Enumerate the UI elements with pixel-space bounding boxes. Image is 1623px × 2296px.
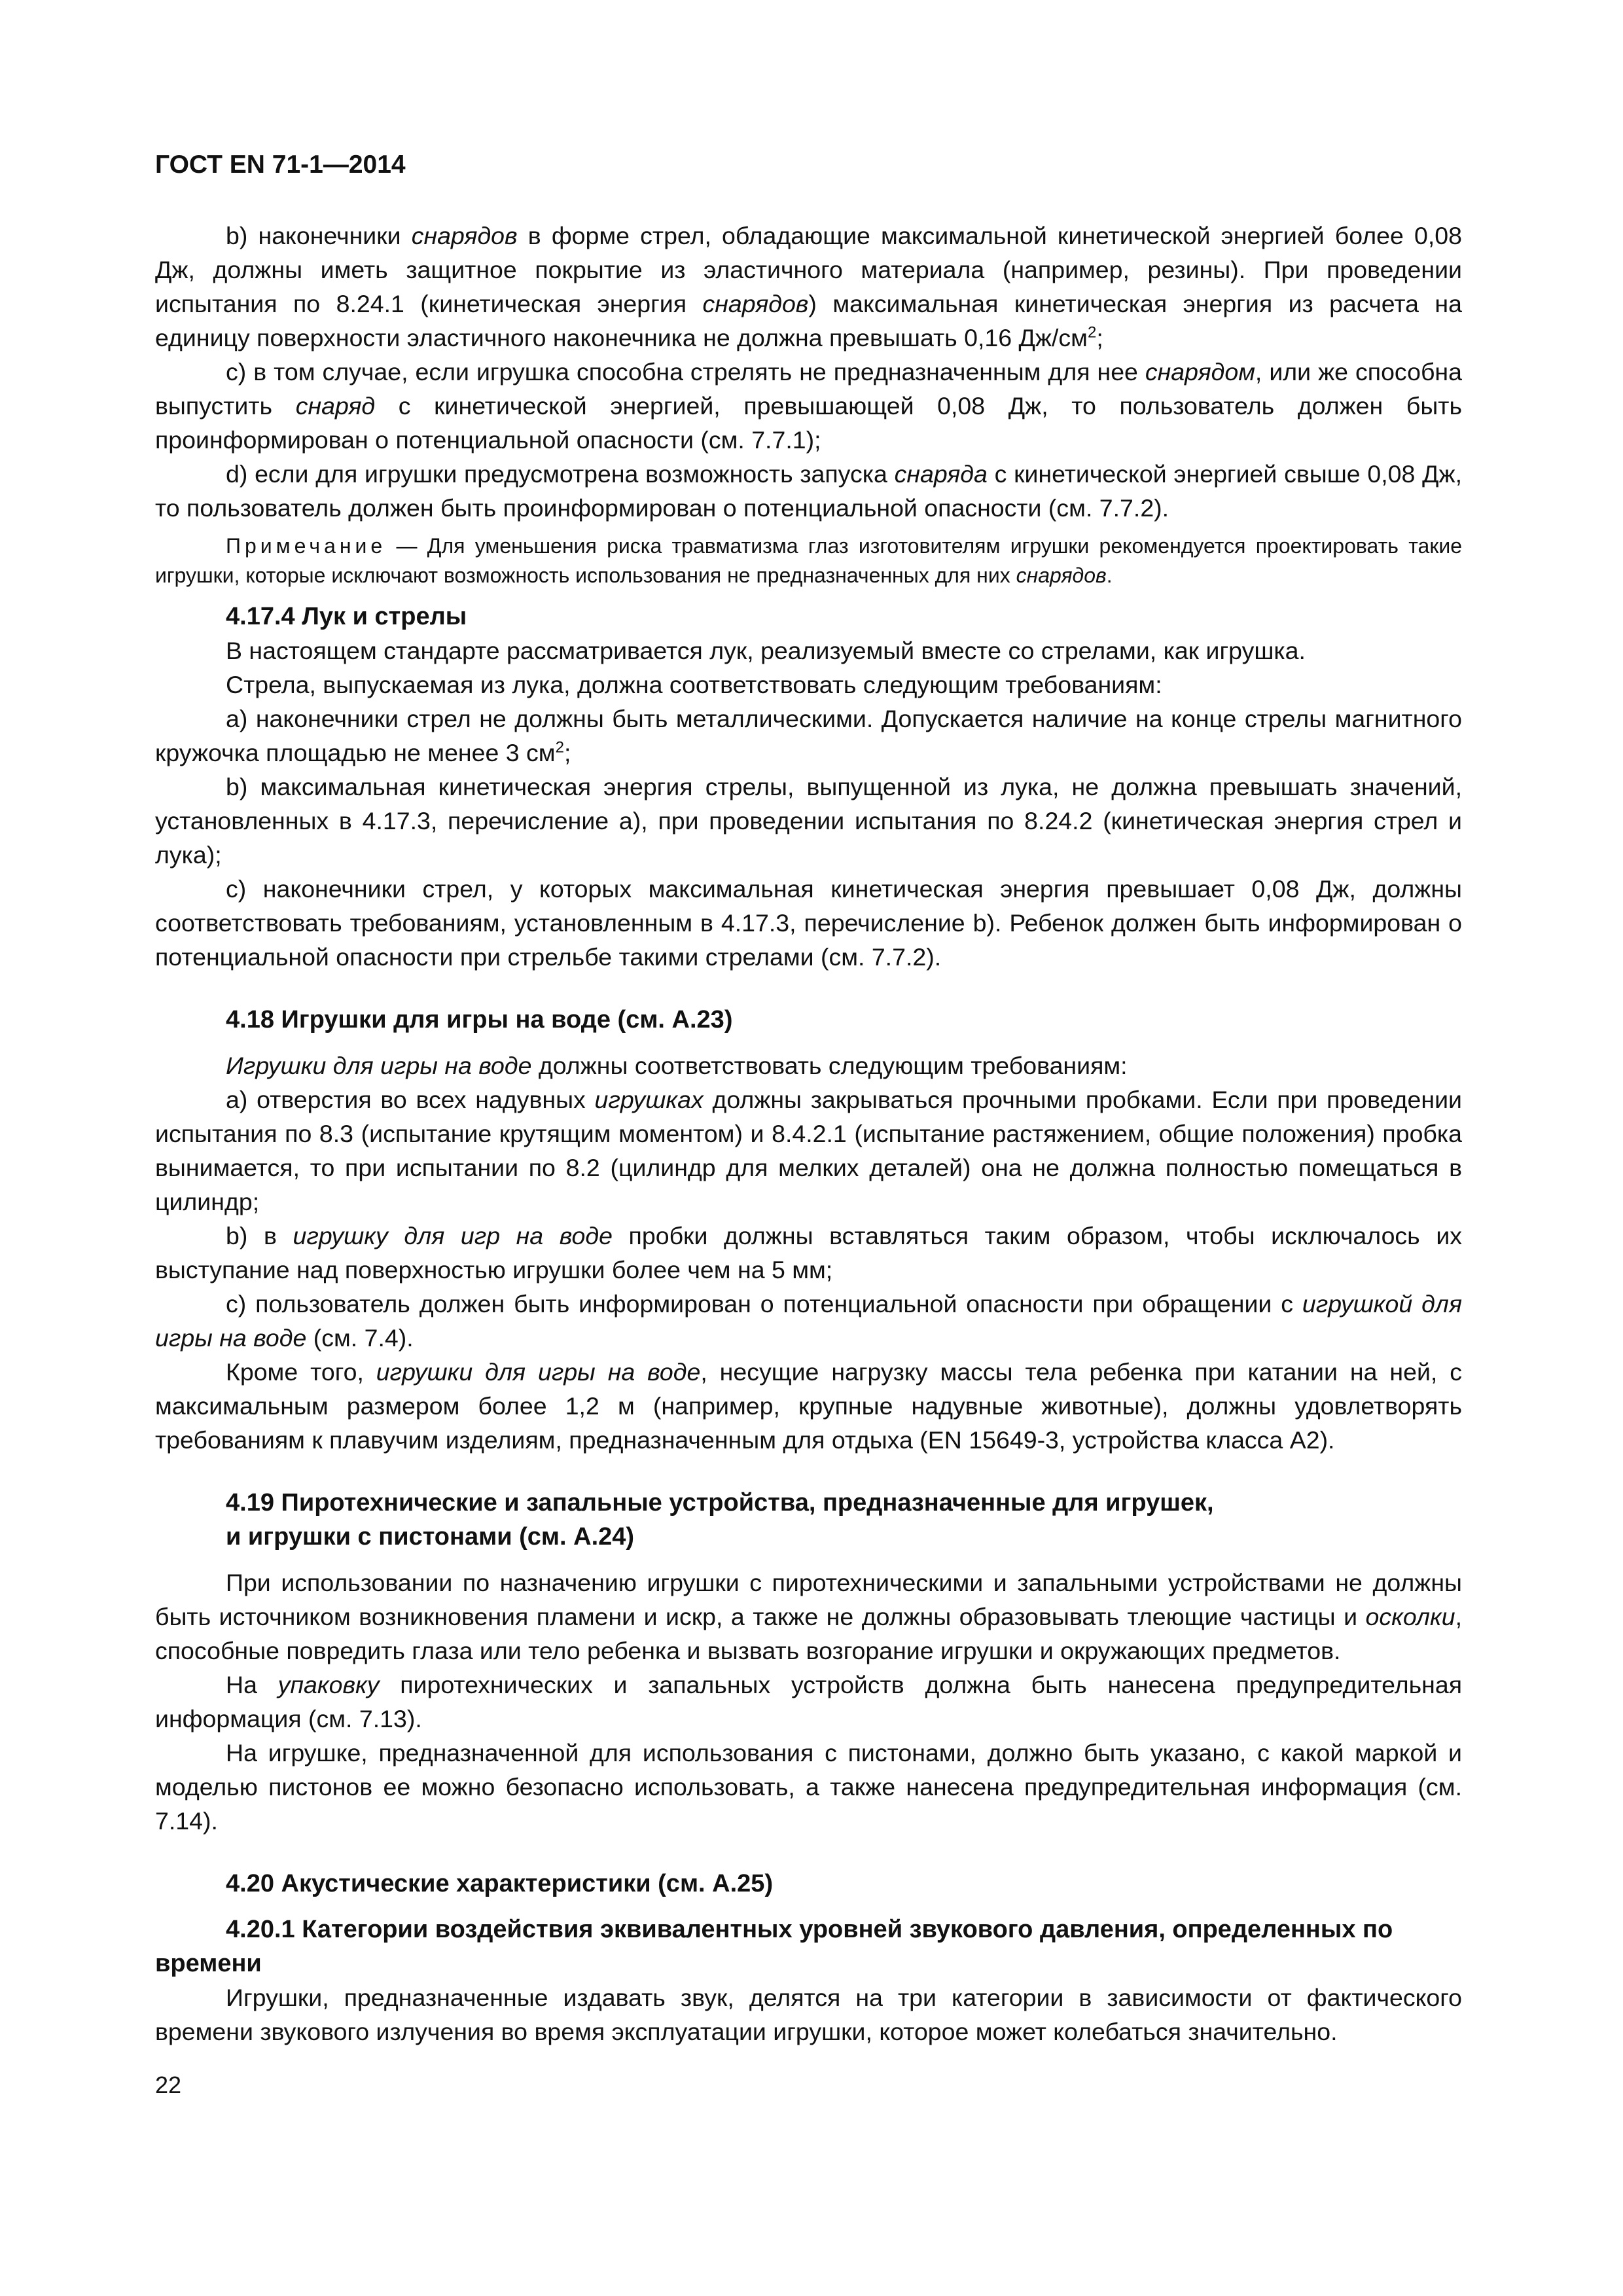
paragraph: На упаковку пиротехнических и запальных устройств должна быть нанесена предупредительная информация (см. 7.13).: [155, 1671, 1463, 1732]
paragraph: При использовании по назначению игрушки с пиротехническими и запальными устройствами не должны быть источником возникновения пламени и искр, а также не должны образовывать тлеющие частицы и осколки, способные повредить глаза или тело ребенка и вызвать возгорание игрушки и окружающих предметов.: [155, 1569, 1462, 1664]
paragraph: На игрушке, предназначенной для использования с пистонами, должно быть указано, с какой маркой и моделью пистонов ее можно безопасно использовать, а также нанесена предупредительная информация (см. 7.14).: [155, 1739, 1462, 1835]
paragraph: Игрушки, предназначенные издавать звук, делятся на три категории в зависимости от фактического времени звукового излучения во время эксплуатации игрушки, которое может колебаться значительно.: [155, 1984, 1462, 2045]
note-paragraph: Примечание — Для уменьшения риска травматизма глаз изготовителям игрушки рекомендуется проектировать такие игрушки, которые исключают возможность использования не предназначенных для них снарядов.: [155, 534, 1462, 587]
section-heading-4-17-4: 4.17.4 Лук и стрелы: [226, 603, 467, 630]
paragraph-item-b-projectile-tips: b) наконечники снарядов в форме стрел, обладающие максимальной кинетической энергией более 0,08 Дж, должны иметь защитное покрытие из эластичного материала (например, резины). При проведении испытания по 8.24.1 (кинетическая энергия снарядов) максимальная кинетическая энергия из расчета на единицу поверхности эластичного наконечника не должна превышать 0,16 $Дж/см^2$;: [155, 222, 1463, 351]
paragraph-item-c-unintended-projectile: c) в том случае, если игрушка способна стрелять не предназначенным для нее снарядом, или же способна выпустить снаряд с кинетической энергией, превышающей 0,08 Дж, то пользователь должен быть проинформирован о потенциальной опасности (см. 7.7.1);: [155, 358, 1463, 454]
paragraph-list-item-b: b) максимальная кинетическая энергия стрелы, выпущенной из лука, не должна превышать значений, установленных в 4.17.3, перечисление a), при проведении испытания по 8.24.2 (кинетическая энергия стрел и лука);: [155, 773, 1462, 869]
section-heading-4-18: 4.18 Игрушки для игры на воде (см. А.23): [226, 1006, 733, 1033]
paragraph-list-item-c: c) наконечники стрел, у которых максимальная кинетическая энергия превышает 0,08 Дж, должны соответствовать требованиям, установленным в 4.17.3, перечисление b). Ребенок должен быть информирован о потенциальной опасности при стрельбе такими стрелами (см. 7.7.2).: [155, 875, 1462, 971]
paragraph: Игрушки для игры на воде должны соответствовать следующим требованиям:: [226, 1052, 1128, 1079]
section-heading-4-19: 4.19 Пиротехнические и запальные устройства, предназначенные для игрушек, и игрушки с пистонами (см. А.24): [226, 1489, 1214, 1551]
section-heading-4-20: 4.20 Акустические характеристики (см. А.25): [226, 1870, 774, 1897]
note-label: Примечание: [226, 534, 387, 558]
page-number: 22: [155, 2072, 182, 2098]
section-heading-4-20-1: 4.20.1 Категории воздействия эквивалентных уровней звукового давления, определенных по времени: [155, 1916, 1393, 1977]
paragraph-list-item-a: a) отверстия во всех надувных игрушках должны закрываться прочными пробками. Если при проведении испытания по 8.3 (испытание крутящим моментом) и 8.4.2.1 (испытание растяжением, общие положения) пробка вынимается, то при испытании по 8.2 (цилиндр для мелких деталей) она не должна полностью помещаться в цилиндр;: [155, 1086, 1462, 1215]
paragraph-list-item-b: b) в игрушку для игр на воде пробки должны вставляться таким образом, чтобы исключалось их выступание над поверхностью игрушки более чем на 5 мм;: [155, 1222, 1463, 1283]
paragraph-list-item-c: c) пользователь должен быть информирован о потенциальной опасности при обращении с игрушкой для игры на воде (см. 7.4).: [155, 1290, 1462, 1352]
paragraph-item-d-launch-possibility: d) если для игрушки предусмотрена возможность запуска снаряда с кинетической энергией свыше 0,08 Дж, то пользователь должен быть проинформирован о потенциальной опасности (см. 7.7.2).: [155, 460, 1462, 522]
paragraph-list-item-a: a) наконечники стрел не должны быть металлическими. Допускается наличие на конце стрелы магнитного кружочка площадью не менее 3 $см^2$;: [155, 705, 1462, 766]
paragraph: Стрела, выпускаемая из лука, должна соответствовать следующим требованиям:: [226, 671, 1162, 698]
paragraph: В настоящем стандарте рассматривается лук, реализуемый вместе со стрелами, как игрушка.: [226, 637, 1306, 664]
document-header: ГОСТ EN 71-1—2014: [155, 151, 406, 179]
paragraph: Кроме того, игрушки для игры на воде, несущие нагрузку массы тела ребенка при катании на ней, с максимальным размером более 1,2 м (например, крупные надувные животные), должны удовлетворять требованиям к плавучим изделиям, предназначенным для отдыха (EN 15649-3, устройства класса A2).: [155, 1358, 1462, 1454]
document-page: [155, 149, 1462, 2049]
